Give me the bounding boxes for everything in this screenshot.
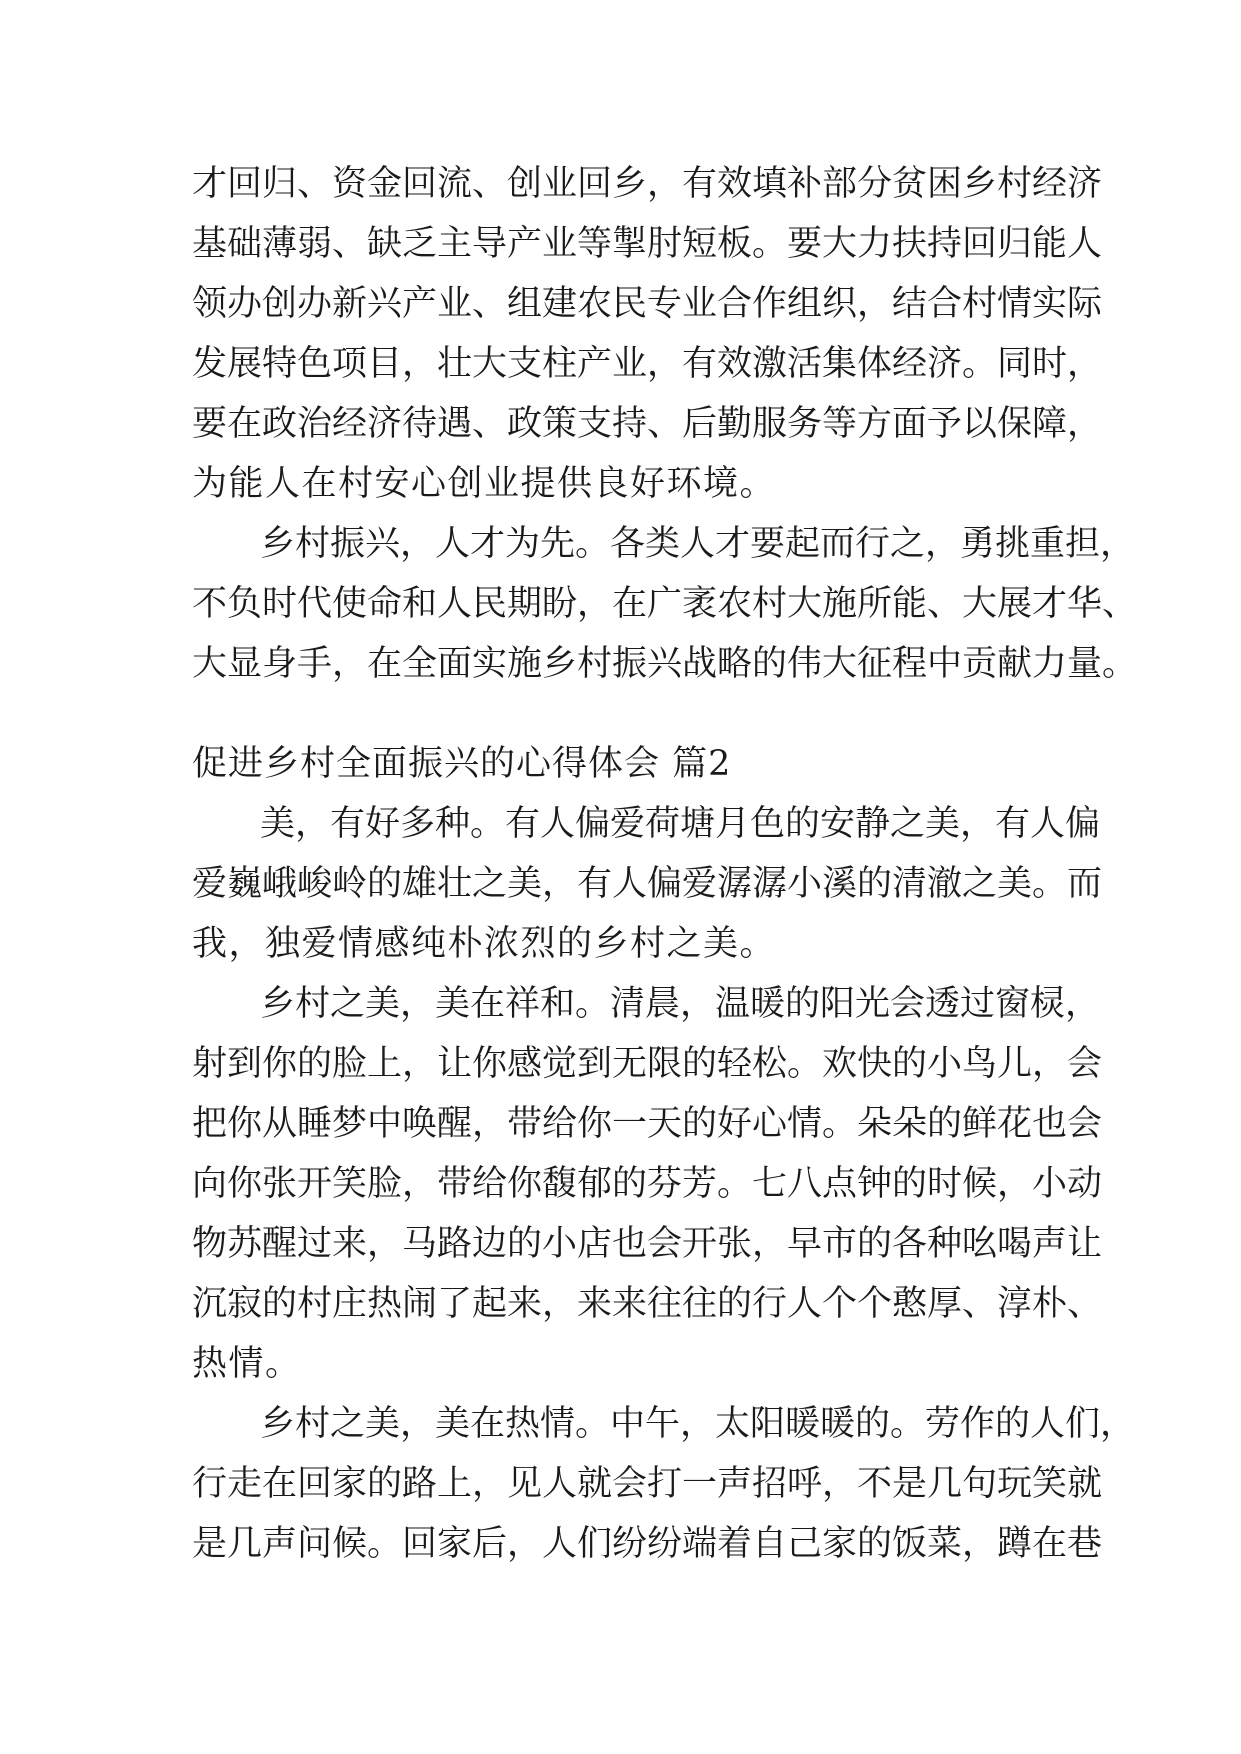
paragraph-4-line-4: 向你张开笑脸，带给你馥郁的芬芳。七八点钟的时候，小动 xyxy=(192,1164,1103,1204)
paragraph-2-line-2: 不负时代使命和人民期盼，在广袤农村大施所能、大展才华、 xyxy=(192,584,1138,624)
paragraph-4-line-3: 把你从睡梦中唤醒，带给你一天的好心情。朵朵的鲜花也会 xyxy=(192,1104,1103,1144)
paragraph-1-line-6: 为能人在村安心创业提供良好环境。 xyxy=(192,464,777,504)
paragraph-4-line-1: 乡村之美，美在祥和。清晨，温暖的阳光会透过窗棂， xyxy=(260,984,1101,1024)
paragraph-3-line-1: 美，有好多种。有人偏爱荷塘月色的安静之美，有人偏 xyxy=(260,804,1101,844)
paragraph-5-line-2: 行走在回家的路上，见人就会打一声招呼，不是几句玩笑就 xyxy=(192,1464,1103,1504)
paragraph-4-line-2: 射到你的脸上，让你感觉到无限的轻松。欢快的小鸟儿，会 xyxy=(192,1044,1103,1084)
paragraph-4-line-6: 沉寂的村庄热闹了起来，来来往往的行人个个憨厚、淳朴、 xyxy=(192,1284,1103,1324)
paragraph-2-line-3: 大显身手，在全面实施乡村振兴战略的伟大征程中贡献力量。 xyxy=(192,644,1138,684)
paragraph-5-line-3: 是几声问候。回家后，人们纷纷端着自己家的饭菜，蹲在巷 xyxy=(192,1524,1103,1564)
paragraph-1-line-3: 领办创办新兴产业、组建农民专业合作组织，结合村情实际 xyxy=(192,284,1103,324)
paragraph-1-line-1: 才回归、资金回流、创业回乡，有效填补部分贫困乡村经济 xyxy=(192,164,1103,204)
paragraph-4-line-7: 热情。 xyxy=(192,1344,302,1384)
paragraph-3-line-3: 我，独爱情感纯朴浓烈的乡村之美。 xyxy=(192,924,777,964)
paragraph-1-line-5: 要在政治经济待遇、政策支持、后勤服务等方面予以保障， xyxy=(192,404,1103,444)
paragraph-2-line-1: 乡村振兴，人才为先。各类人才要起而行之，勇挑重担， xyxy=(260,524,1136,564)
paragraph-4-line-5: 物苏醒过来，马路边的小店也会开张，早市的各种吆喝声让 xyxy=(192,1224,1103,1264)
paragraph-1-line-4: 发展特色项目，壮大支柱产业，有效激活集体经济。同时， xyxy=(192,344,1103,384)
paragraph-5-line-1: 乡村之美，美在热情。中午，太阳暖暖的。劳作的人们， xyxy=(260,1404,1136,1444)
section-heading: 促进乡村全面振兴的心得体会 篇2 xyxy=(192,744,732,784)
paragraph-3-line-2: 爱巍峨峻岭的雄壮之美，有人偏爱潺潺小溪的清澈之美。而 xyxy=(192,864,1103,904)
paragraph-1-line-2: 基础薄弱、缺乏主导产业等掣肘短板。要大力扶持回归能人 xyxy=(192,224,1103,264)
